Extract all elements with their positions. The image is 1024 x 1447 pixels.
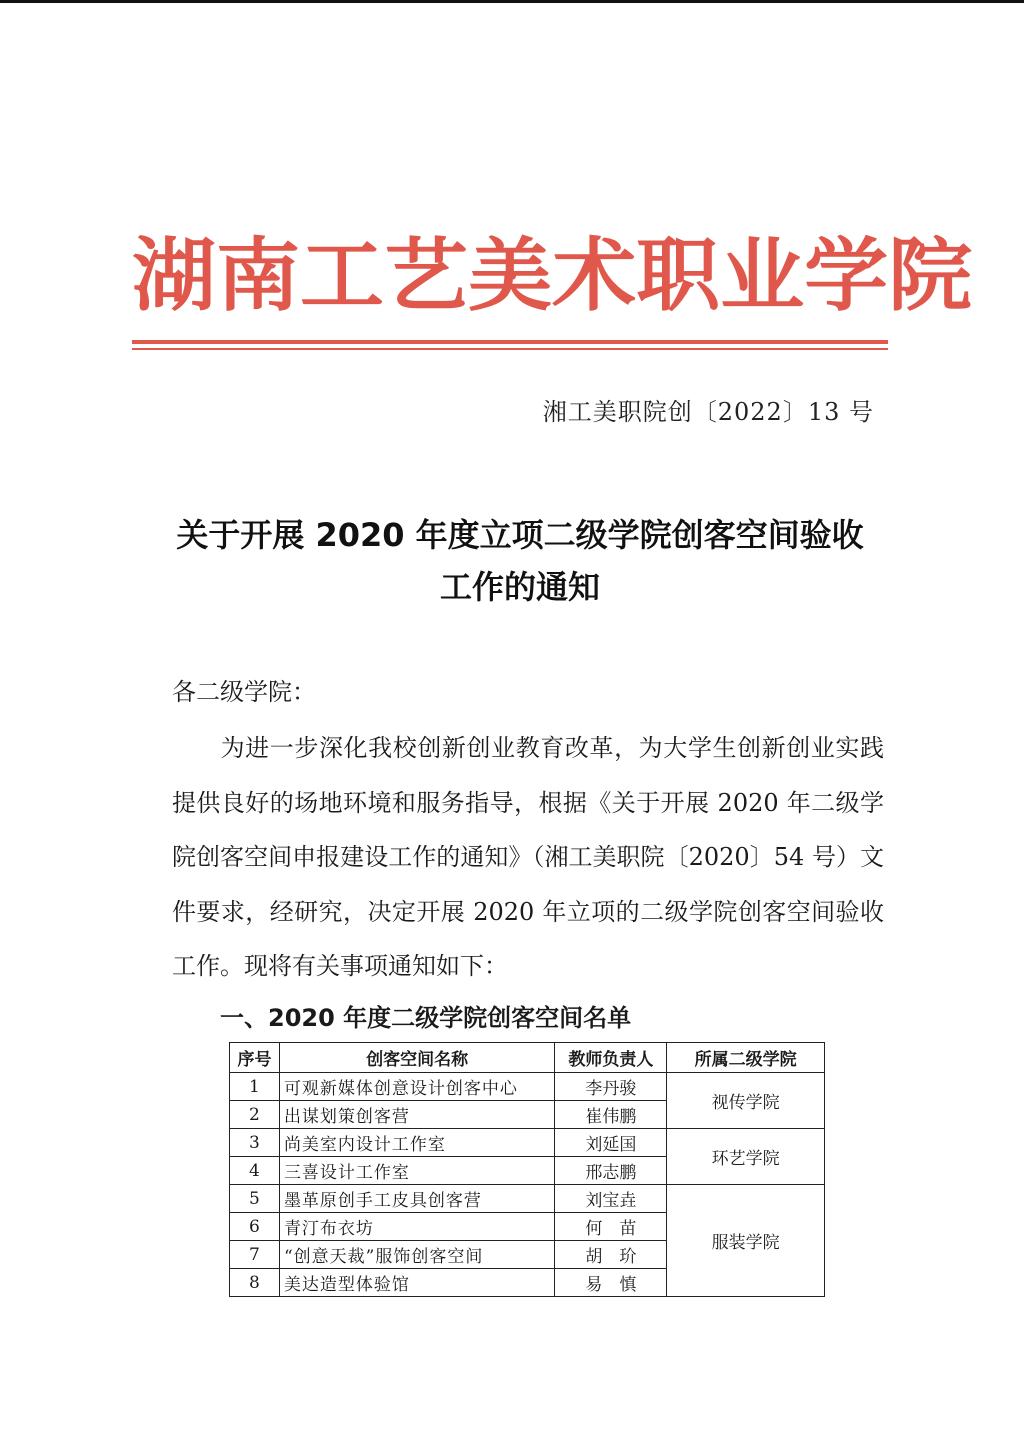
table-row <box>230 1129 825 1157</box>
row-teacher: 邢志鹏 <box>555 1157 667 1185</box>
row-teacher: 刘延国 <box>555 1129 667 1157</box>
section-heading: 一、2020 年度二级学院创客空间名单 <box>220 1004 632 1032</box>
letterhead-char: 术 <box>552 227 637 322</box>
header-no: 序号 <box>230 1043 280 1073</box>
letterhead-rule-thick <box>132 340 888 344</box>
row-name: 出谋划策创客营 <box>279 1101 555 1129</box>
row-teacher: 胡 玠 <box>555 1241 667 1269</box>
header-teacher: 教师负责人 <box>555 1043 667 1073</box>
letterhead-char: 职 <box>636 227 721 322</box>
row-no: 2 <box>230 1101 280 1129</box>
row-teacher: 刘宝垚 <box>555 1185 667 1213</box>
scan-top-edge <box>0 0 1024 3</box>
letterhead-char: 南 <box>216 227 301 322</box>
letterhead-char: 学 <box>804 227 889 322</box>
row-no: 6 <box>230 1213 280 1241</box>
row-name: 三喜设计工作室 <box>279 1157 555 1185</box>
letterhead-char: 业 <box>720 227 805 322</box>
row-teacher: 李丹骏 <box>555 1073 667 1101</box>
row-no: 8 <box>230 1269 280 1297</box>
body-paragraph <box>172 721 884 994</box>
maker-space-table <box>229 1042 825 1297</box>
letterhead-char: 院 <box>888 227 973 322</box>
row-no: 5 <box>230 1185 280 1213</box>
row-teacher: 易 慎 <box>555 1269 667 1297</box>
row-teacher: 崔伟鹏 <box>555 1101 667 1129</box>
row-no: 4 <box>230 1157 280 1185</box>
letterhead-char: 湖 <box>132 227 217 322</box>
row-college: 视传学院 <box>667 1073 825 1129</box>
row-name: 美达造型体验馆 <box>279 1269 555 1297</box>
salutation: 各二级学院： <box>172 678 316 706</box>
table-row <box>230 1185 825 1213</box>
row-no: 1 <box>230 1073 280 1101</box>
row-name: 墨革原创手工皮具创客营 <box>279 1185 555 1213</box>
row-college: 环艺学院 <box>667 1129 825 1185</box>
row-teacher: 何 苗 <box>555 1213 667 1241</box>
letterhead-title <box>132 214 973 324</box>
table-header-row <box>230 1043 825 1073</box>
letterhead-char: 艺 <box>384 227 469 322</box>
row-no: 7 <box>230 1241 280 1269</box>
notice-title-line2: 工作的通知 <box>439 568 600 606</box>
row-name: 青汀布衣坊 <box>279 1213 555 1241</box>
table-row <box>230 1073 825 1101</box>
letterhead-rule-thin <box>132 348 888 350</box>
notice-title-line1: 关于开展 2020 年度立项二级学院创客空间验收 <box>176 516 864 554</box>
header-name: 创客空间名称 <box>279 1043 555 1073</box>
row-name: “创意天裁”服饰创客空间 <box>279 1241 555 1269</box>
document-number: 湘工美职院创〔2022〕13 号 <box>542 398 874 426</box>
row-college: 服装学院 <box>667 1185 825 1297</box>
header-college: 所属二级学院 <box>667 1043 825 1073</box>
letterhead-char: 美 <box>468 227 553 322</box>
row-name: 可观新媒体创意设计创客中心 <box>279 1073 555 1101</box>
row-no: 3 <box>230 1129 280 1157</box>
body-text: 为进一步深化我校创新创业教育改革，为大学生创新创业实践提供良好的场地环境和服务指导，根据《关于开展 2020 年二级学院创客空间申报建设工作的通知》（湘工美职院〔2020〕54 号）文件要求，经研究，决定开展 2020 年立项的二级学院创客空间验收工作。现将有关事项通知如下： <box>172 734 884 980</box>
letterhead-char: 工 <box>300 227 385 322</box>
row-name: 尚美室内设计工作室 <box>279 1129 555 1157</box>
